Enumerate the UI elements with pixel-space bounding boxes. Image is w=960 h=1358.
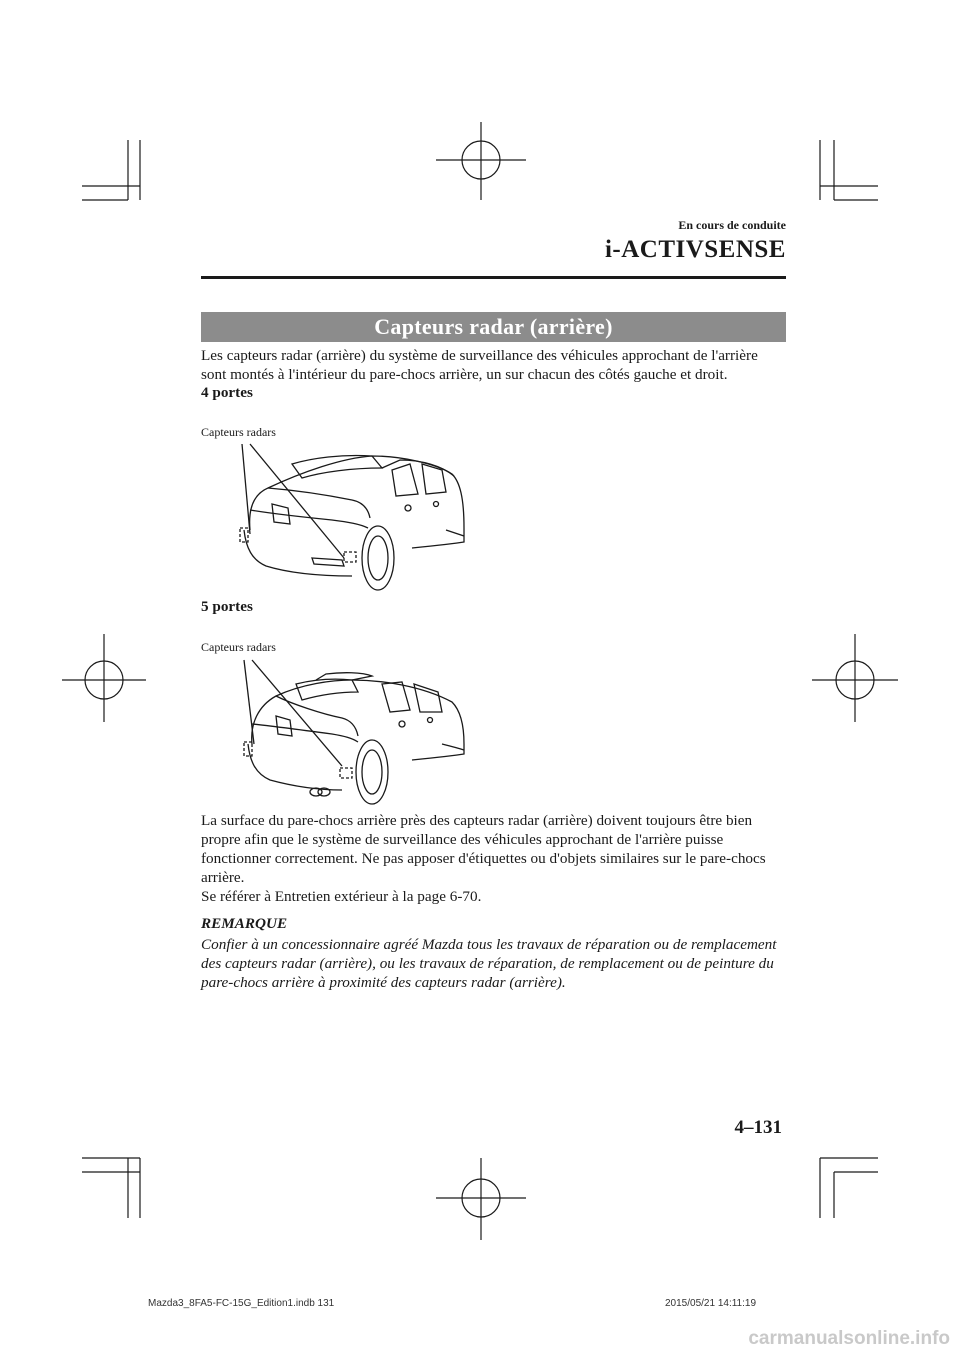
- reference-text: Se référer à Entretien extérieur à la page 6-70.: [201, 888, 482, 905]
- header-rule: [201, 276, 786, 279]
- page-number: 4–131: [734, 1117, 782, 1138]
- running-header-title: i-ACTIVSENSE: [604, 236, 786, 263]
- intro-paragraph: Les capteurs radar (arrière) du système de surveillance des véhicules approchant de l'arrière sont montés à l'intérieur du pare-chocs arrière, un sur chacun des côtés gauche et droit.: [201, 347, 758, 383]
- figure-heading-4-doors: 4 portes: [201, 384, 253, 401]
- footer-timestamp: 2015/05/21 14:11:19: [665, 1298, 757, 1309]
- hatchback-rear-illustration: [232, 654, 472, 814]
- figure-label-radar-sensors: Capteurs radars: [201, 425, 276, 439]
- note-heading: REMARQUE: [201, 915, 288, 932]
- section-title: Capteurs radar (arrière): [201, 312, 786, 342]
- maintenance-paragraph: La surface du pare-chocs arrière près des capteurs radar (arrière) doivent toujours être bien propre afin que le système de surveillance des véhicules approchant de l'arrière puisse fonctionner correctement. Ne pas apposer d'étiquettes ou d'objets similaires sur le pare-chocs arrière.: [201, 812, 766, 886]
- sedan-rear-illustration: [232, 438, 472, 598]
- note-text: Confier à un concessionnaire agréé Mazda tous les travaux de réparation ou de remplacement des capteurs radar (arrière), ou les travaux de réparation, de remplacement ou de peinture du pare-chocs arrière à proximité des capteurs radar (arrière).: [201, 936, 777, 991]
- footer-file-info: Mazda3_8FA5-FC-15G_Edition1.indb 131: [148, 1298, 335, 1309]
- running-header-section: En cours de conduite: [678, 218, 786, 232]
- watermark: carmanualsonline.info: [748, 1328, 950, 1349]
- figure-label-radar-sensors: Capteurs radars: [201, 640, 276, 654]
- figure-heading-5-doors: 5 portes: [201, 598, 253, 615]
